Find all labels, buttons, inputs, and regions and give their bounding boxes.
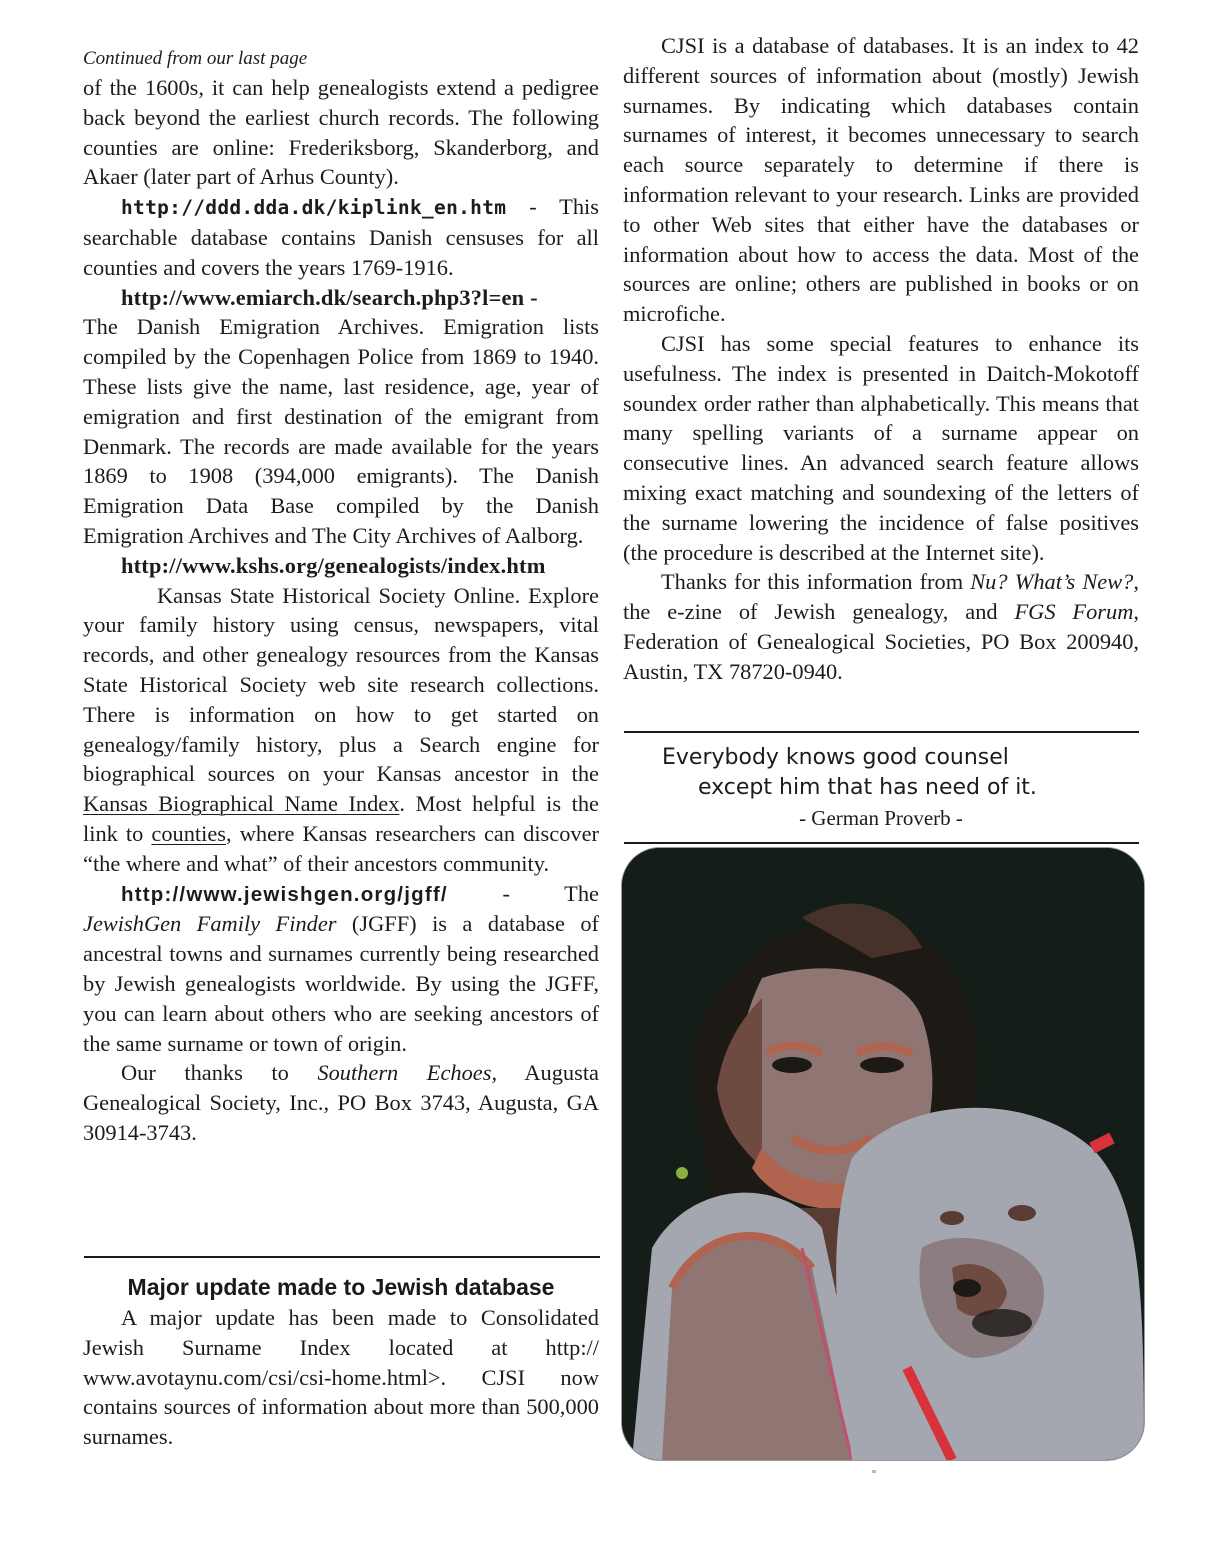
paragraph-jgff: http://www.jewishgen.org/jgff/ - The JewishGen Family Finder (JGFF) is a database of ancestral towns and surnames currently being researched by Jewish genealogists worldwide. By using the JGFF, you can learn about others who are seeking ancestors of the same surname or town of origin. (83, 880, 599, 1056)
link-emiarch[interactable]: http://www.emiarch.dk/search.php3?l=en (121, 284, 525, 310)
right-column (623, 31, 1139, 687)
paragraph-cjsi-update: A major update has been made to Consolidated Jewish Surname Index located at http:// www.avotaynu.com/csi/csi-home.html>. CJSI now contains sources of information about more than 500,000 surnames. (83, 1305, 599, 1450)
left-column (83, 44, 599, 1148)
divider-left (84, 1256, 600, 1258)
link-kiplink[interactable]: http://ddd.dda.dk/kiplink_en.htm (121, 196, 507, 220)
paragraph-thanks-nu-whats-new: Thanks for this information from Nu? What’s New?, the e-zine of Jewish genealogy, and FGS Forum, Federation of Genealogical Societies, PO Box 200940, Austin, TX 78720-0940. (623, 569, 1139, 684)
paragraph-emiarch-url: http://www.emiarch.dk/search.php3?l=en - (121, 284, 538, 310)
quote-line-2: except him that has need of it. (698, 775, 1037, 800)
paragraph-kshs-url (83, 551, 599, 581)
paragraph-intro: of the 1600s, it can help genealogists extend a pedigree back beyond the earliest church records. The following counties are online: Frederiksborg, Skanderborg, and Akaer (later part of Arhus County). (83, 75, 599, 190)
paragraph-kiplink: http://ddd.dda.dk/kiplink_en.htm - This searchable database contains Danish censuses for all counties and covers the years 1769-1916. (83, 194, 599, 280)
quote-attribution: - German Proverb - (799, 806, 963, 830)
divider-quote-top (624, 731, 1139, 733)
link-counties[interactable]: counties (151, 820, 227, 846)
photo-illustration (622, 848, 1144, 1460)
article-heading: Major update made to Jewish database (127, 1274, 555, 1300)
link-kansas-biographical-name-index[interactable]: Kansas Biographical Name Index (83, 791, 400, 817)
divider-quote-bottom (624, 842, 1139, 844)
link-kshs[interactable]: http://www.kshs.org/genealogists/index.htm (121, 552, 546, 578)
photo-girl-with-dog (622, 848, 1144, 1460)
paragraph-cjsi-intro: CJSI is a database of databases. It is an index to 42 different sources of information about (mostly) Jewish surnames. By indicating which databases contain surnames of interest, it becomes unnecessary to search each source separately to determine if there is information relevant to your research. Links are provided to other Web sites that either have the databases or information about how to access the data. Most of the sources are online; others are published in books or on microfiche. (623, 33, 1139, 327)
paragraph-thanks-southern-echoes: Our thanks to Southern Echoes, Augusta Genealogical Society, Inc., PO Box 3743, Augusta, GA 30914-3743. (83, 1060, 599, 1145)
paragraph-cjsi-features: CJSI has some special features to enhance its usefulness. The index is presented in Daitch-Mokotoff soundex order rather than alphabetically. This means that many spelling variants of a surname appear on consecutive lines. An advanced search feature allows mixing exact matching and soundexing of the letters of the surname lowering the incidence of false positives (the procedure is described at the Internet site). (623, 330, 1139, 565)
link-jgff[interactable]: http://www.jewishgen.org/jgff/ (121, 882, 448, 906)
paragraph-emiarch: The Danish Emigration Archives. Emigration lists compiled by the Copenhagen Police from 1869 to 1940. These lists give the name, last residence, age, year of emigration and first destination of the emigrant from Denmark. The records are made available for the years 1869 to 1908 (394,000 emigrants). The Danish Emigration Data Base compiled by the Danish Emigration Archives and The City Archives of Aalborg. (83, 314, 599, 548)
article-jewish-database (83, 1272, 599, 1452)
quote-line-1: Everybody knows good counsel (662, 745, 1009, 770)
scan-artifact (872, 1470, 876, 1473)
continued-label: Continued from our last page (83, 48, 308, 69)
paragraph-kshs: Kansas State Historical Society Online. Explore your family history using census, newspapers, vital records, and other genealogy resources from the Kansas State Historical Society web site research collections. There is information on how to get started on genealogy/family history, plus a Search engine for biographical sources on your Kansas ancestor in the Kansas Biographical Name Index. Most helpful is the link to counties, where Kansas researchers can discover “the where and what” of their ancestors community. (83, 582, 599, 876)
